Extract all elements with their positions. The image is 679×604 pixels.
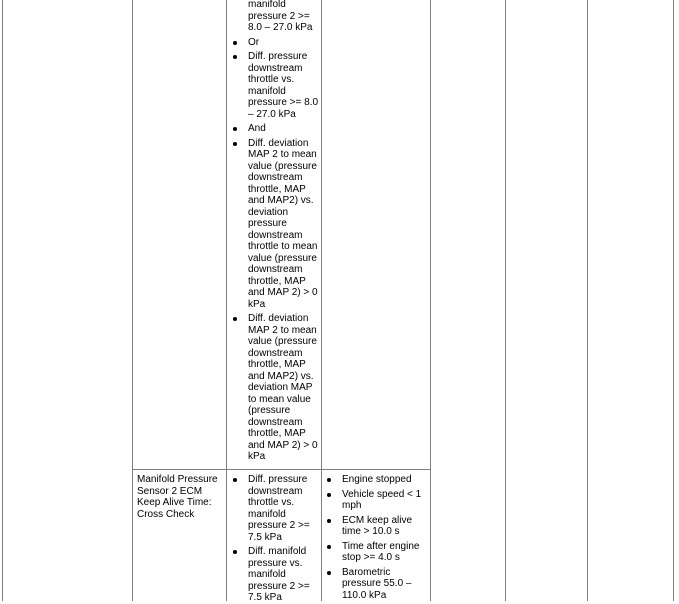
column-divider (505, 0, 506, 601)
column-divider (430, 0, 431, 601)
bullet-icon (327, 519, 331, 523)
bullet-icon (233, 127, 237, 131)
criteria-item: And (248, 123, 320, 135)
column-divider (321, 0, 322, 601)
condition-item: ECM keep alive time > 10.0 s (342, 515, 426, 538)
condition-item: Barometric pressure 55.0 – 110.0 kPa (342, 567, 426, 602)
bullet-icon (233, 550, 237, 554)
column-divider (587, 0, 588, 601)
row2-enable-conditions-cell (342, 474, 426, 601)
criteria-item: Diff. deviation MAP 2 to mean value (pressure downstream throttle, MAP and MAP2) vs. deviation pressure downstream throttle to mean value (pressure downstream throttle, MAP and MAP 2) > 0 kPa (248, 138, 320, 311)
bullet-icon (233, 478, 237, 482)
enable-conditions-list (342, 474, 426, 601)
monitor-label: Manifold Pressure Sensor 2 ECM Keep Alive Time: Cross Check (137, 474, 218, 520)
criteria-item: manifold pressure 2 >= 8.0 – 27.0 kPa (248, 0, 313, 33)
bullet-icon (233, 55, 237, 59)
column-divider (132, 0, 133, 601)
criteria-item: Diff. deviation MAP 2 to mean value (pressure downstream throttle, MAP and MAP2) vs. deviation MAP to mean value (pressure downstream throttle, MAP and MAP 2) > 0 kPa (248, 313, 320, 463)
malfunction-criteria-list (248, 474, 320, 604)
condition-item: Engine stopped (342, 474, 426, 486)
bullet-icon (327, 571, 331, 575)
bullet-icon (233, 41, 237, 45)
bullet-icon (327, 478, 331, 482)
row-divider (132, 469, 431, 470)
table-border-left (2, 0, 3, 601)
bullet-icon (327, 545, 331, 549)
column-divider (226, 0, 227, 601)
row1-malfunction-criteria-cell (248, 0, 320, 463)
table-border-right (673, 0, 674, 601)
row2-malfunction-criteria-cell (248, 474, 320, 604)
row2-monitor-label-cell (137, 474, 223, 520)
bullet-icon (327, 493, 331, 497)
condition-item: Vehicle speed < 1 mph (342, 489, 426, 512)
bullet-icon (233, 317, 237, 321)
criteria-item: Diff. pressure downstream throttle vs. manifold pressure >= 8.0 – 27.0 kPa (248, 51, 320, 120)
malfunction-criteria-list (248, 0, 320, 463)
criteria-item: Diff. pressure downstream throttle vs. manifold pressure 2 >= 7.5 kPa (248, 474, 320, 543)
condition-item: Time after engine stop >= 4.0 s (342, 541, 426, 564)
bullet-icon (233, 142, 237, 146)
criteria-item: Diff. manifold pressure vs. manifold pressure 2 >= 7.5 kPa (248, 546, 320, 604)
criteria-item: Or (248, 37, 320, 49)
